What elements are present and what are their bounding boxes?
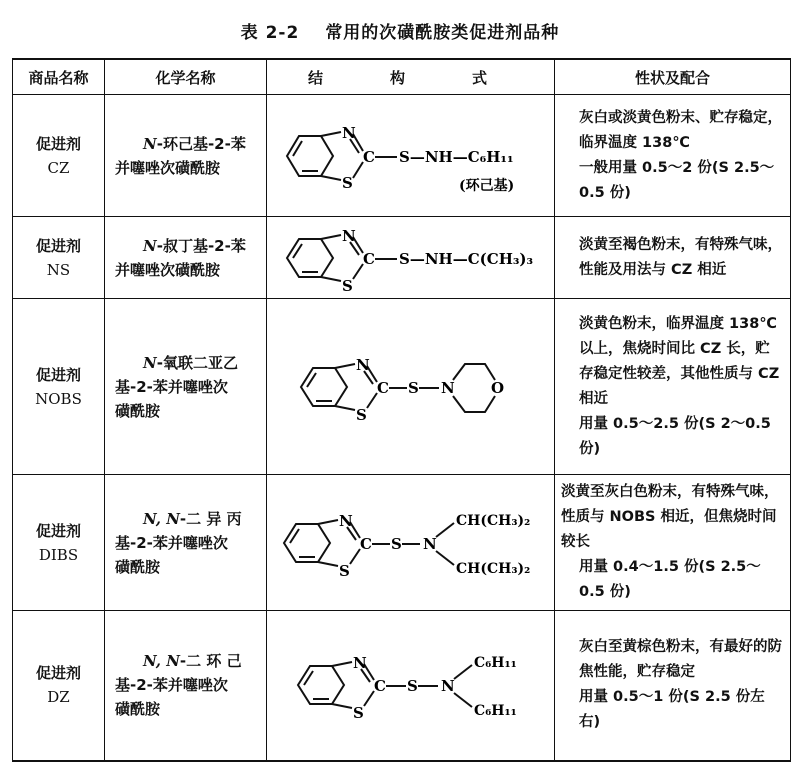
chem-line: 基-2-苯并噻唑次 bbox=[115, 533, 228, 552]
property-text: 用量 0.5～1 份(S 2.5 份左右) bbox=[579, 689, 765, 731]
trade-name-cell bbox=[13, 475, 105, 611]
property-text: 用量 0.4～1.5 份(S 2.5～0.5 份) bbox=[579, 559, 761, 600]
property-text: 灰白至黄棕色粉末，有最好的防焦性能，贮存稳定 bbox=[579, 639, 782, 681]
substituent-text: S—NH—C₆H₁₁ bbox=[398, 147, 514, 166]
structure-cell bbox=[267, 299, 555, 475]
table-row bbox=[13, 299, 791, 475]
table-row bbox=[13, 475, 791, 611]
chem-line: 磺酰胺 bbox=[115, 401, 161, 420]
svg-text:S: S bbox=[341, 173, 353, 192]
chemical-name-cell bbox=[105, 217, 267, 299]
chem-line: 并噻唑次磺酰胺 bbox=[115, 158, 221, 177]
svg-text:C: C bbox=[373, 677, 386, 696]
chemical-name-cell bbox=[105, 611, 267, 761]
svg-text:S: S bbox=[355, 405, 367, 424]
svg-text:N: N bbox=[352, 654, 367, 673]
header-chemical-name: 化学名称 bbox=[105, 59, 267, 95]
svg-text:S: S bbox=[390, 534, 402, 553]
chem-prefix: N, N bbox=[143, 652, 180, 671]
svg-text:N: N bbox=[355, 355, 370, 374]
properties-cell bbox=[555, 299, 791, 475]
svg-text:S: S bbox=[406, 677, 418, 696]
properties-cell bbox=[555, 217, 791, 299]
trade-code: DIBS bbox=[38, 545, 79, 564]
chem-line: -二 环 己 bbox=[179, 652, 242, 671]
trade-code: NOBS bbox=[35, 389, 82, 408]
table-row bbox=[13, 217, 791, 299]
chem-prefix: N bbox=[143, 236, 157, 255]
table-row bbox=[13, 611, 791, 761]
header-properties: 性状及配合 bbox=[555, 59, 791, 95]
chem-line: 基-2-苯并噻唑次 bbox=[115, 676, 228, 695]
properties-cell bbox=[555, 475, 791, 611]
svg-text:N: N bbox=[341, 123, 356, 142]
property-text: 淡黄至褐色粉末，有特殊气味，性能及用法与 CZ 相近 bbox=[579, 236, 782, 278]
trade-name-label: 促进剂 bbox=[35, 236, 81, 255]
substituent-text: C₆H₁₁ bbox=[473, 703, 517, 720]
chem-line: 磺酰胺 bbox=[115, 700, 161, 719]
chem-prefix: N bbox=[143, 353, 157, 372]
substituent-text: CH(CH₃)₂ bbox=[455, 560, 530, 577]
structure-diagram bbox=[270, 493, 552, 593]
header-trade-name: 商品名称 bbox=[13, 59, 105, 95]
trade-code: NS bbox=[46, 260, 71, 279]
svg-text:S: S bbox=[407, 378, 419, 397]
accelerator-table bbox=[12, 58, 791, 762]
svg-text:S: S bbox=[338, 561, 350, 580]
table-row bbox=[13, 95, 791, 217]
property-text: 用量 0.5～2.5 份(S 2～0.5 份) bbox=[579, 415, 771, 457]
chem-line: -氧联二亚乙 bbox=[156, 353, 238, 372]
chem-line: 磺酰胺 bbox=[115, 557, 161, 576]
property-text: 淡黄至灰白色粉末，有特殊气味，性质与 NOBS 相近，但焦烧时间较长 bbox=[561, 484, 779, 550]
header-structure: 结 构 式 bbox=[267, 59, 555, 95]
chem-line: -叔丁基-2-苯 bbox=[156, 236, 246, 255]
svg-text:C: C bbox=[362, 147, 375, 166]
chemical-name-cell bbox=[105, 475, 267, 611]
substituent-text: C₆H₁₁ bbox=[473, 655, 517, 672]
trade-name-cell bbox=[13, 95, 105, 217]
chem-line: 基-2-苯并噻唑次 bbox=[115, 377, 228, 396]
table-title bbox=[0, 18, 800, 43]
svg-text:N: N bbox=[440, 677, 455, 696]
structure-diagram bbox=[276, 635, 546, 735]
svg-text:N: N bbox=[341, 226, 356, 245]
header-row bbox=[13, 59, 791, 95]
svg-text:C: C bbox=[359, 534, 372, 553]
table-number: 表 2-2 bbox=[240, 23, 300, 43]
structure-cell bbox=[267, 95, 555, 217]
table-caption: 常用的次磺酰胺类促进剂品种 bbox=[325, 23, 560, 43]
properties-cell bbox=[555, 95, 791, 217]
svg-text:C: C bbox=[362, 249, 375, 268]
property-text: 淡黄色粉末，临界温度 138℃以上，焦烧时间比 CZ 长，贮存稳定性较差，其他性质与 CZ 相近 bbox=[579, 315, 780, 407]
trade-name-label: 促进剂 bbox=[35, 134, 81, 153]
trade-name-cell bbox=[13, 299, 105, 475]
chem-prefix: N, N bbox=[143, 509, 180, 528]
svg-text:S: S bbox=[352, 704, 364, 723]
structure-cell bbox=[267, 217, 555, 299]
substituent-note: (环己基) bbox=[458, 177, 514, 194]
svg-text:C: C bbox=[376, 378, 389, 397]
substituent-text: S—NH—C(CH₃)₃ bbox=[398, 249, 533, 268]
chemical-name-cell bbox=[105, 95, 267, 217]
chemical-name-cell bbox=[105, 299, 267, 475]
trade-name-label: 促进剂 bbox=[35, 664, 81, 683]
ring-oxygen: O bbox=[490, 378, 504, 397]
properties-cell bbox=[555, 611, 791, 761]
structure-cell bbox=[267, 611, 555, 761]
property-text: 灰白或淡黄色粉末、贮存稳定，临界温度 138℃ bbox=[579, 109, 782, 151]
svg-text:S: S bbox=[341, 276, 353, 295]
structure-diagram bbox=[281, 342, 541, 432]
trade-name-label: 促进剂 bbox=[35, 521, 81, 540]
chem-line: 并噻唑次磺酰胺 bbox=[115, 260, 221, 279]
structure-diagram bbox=[271, 221, 551, 295]
structure-cell bbox=[267, 475, 555, 611]
structure-diagram bbox=[271, 106, 551, 206]
chem-line: -二 异 丙 bbox=[179, 509, 242, 528]
chem-prefix: N bbox=[143, 134, 157, 153]
substituent-text: CH(CH₃)₂ bbox=[455, 512, 530, 529]
svg-text:N: N bbox=[422, 534, 437, 553]
trade-name-label: 促进剂 bbox=[35, 365, 81, 384]
trade-name-cell bbox=[13, 611, 105, 761]
svg-text:N: N bbox=[440, 378, 455, 397]
trade-code: CZ bbox=[47, 158, 70, 177]
svg-text:N: N bbox=[338, 511, 353, 530]
trade-name-cell bbox=[13, 217, 105, 299]
trade-code: DZ bbox=[47, 688, 70, 707]
property-text: 一般用量 0.5～2 份(S 2.5～0.5 份) bbox=[579, 159, 775, 201]
chem-line: -环己基-2-苯 bbox=[156, 134, 246, 153]
